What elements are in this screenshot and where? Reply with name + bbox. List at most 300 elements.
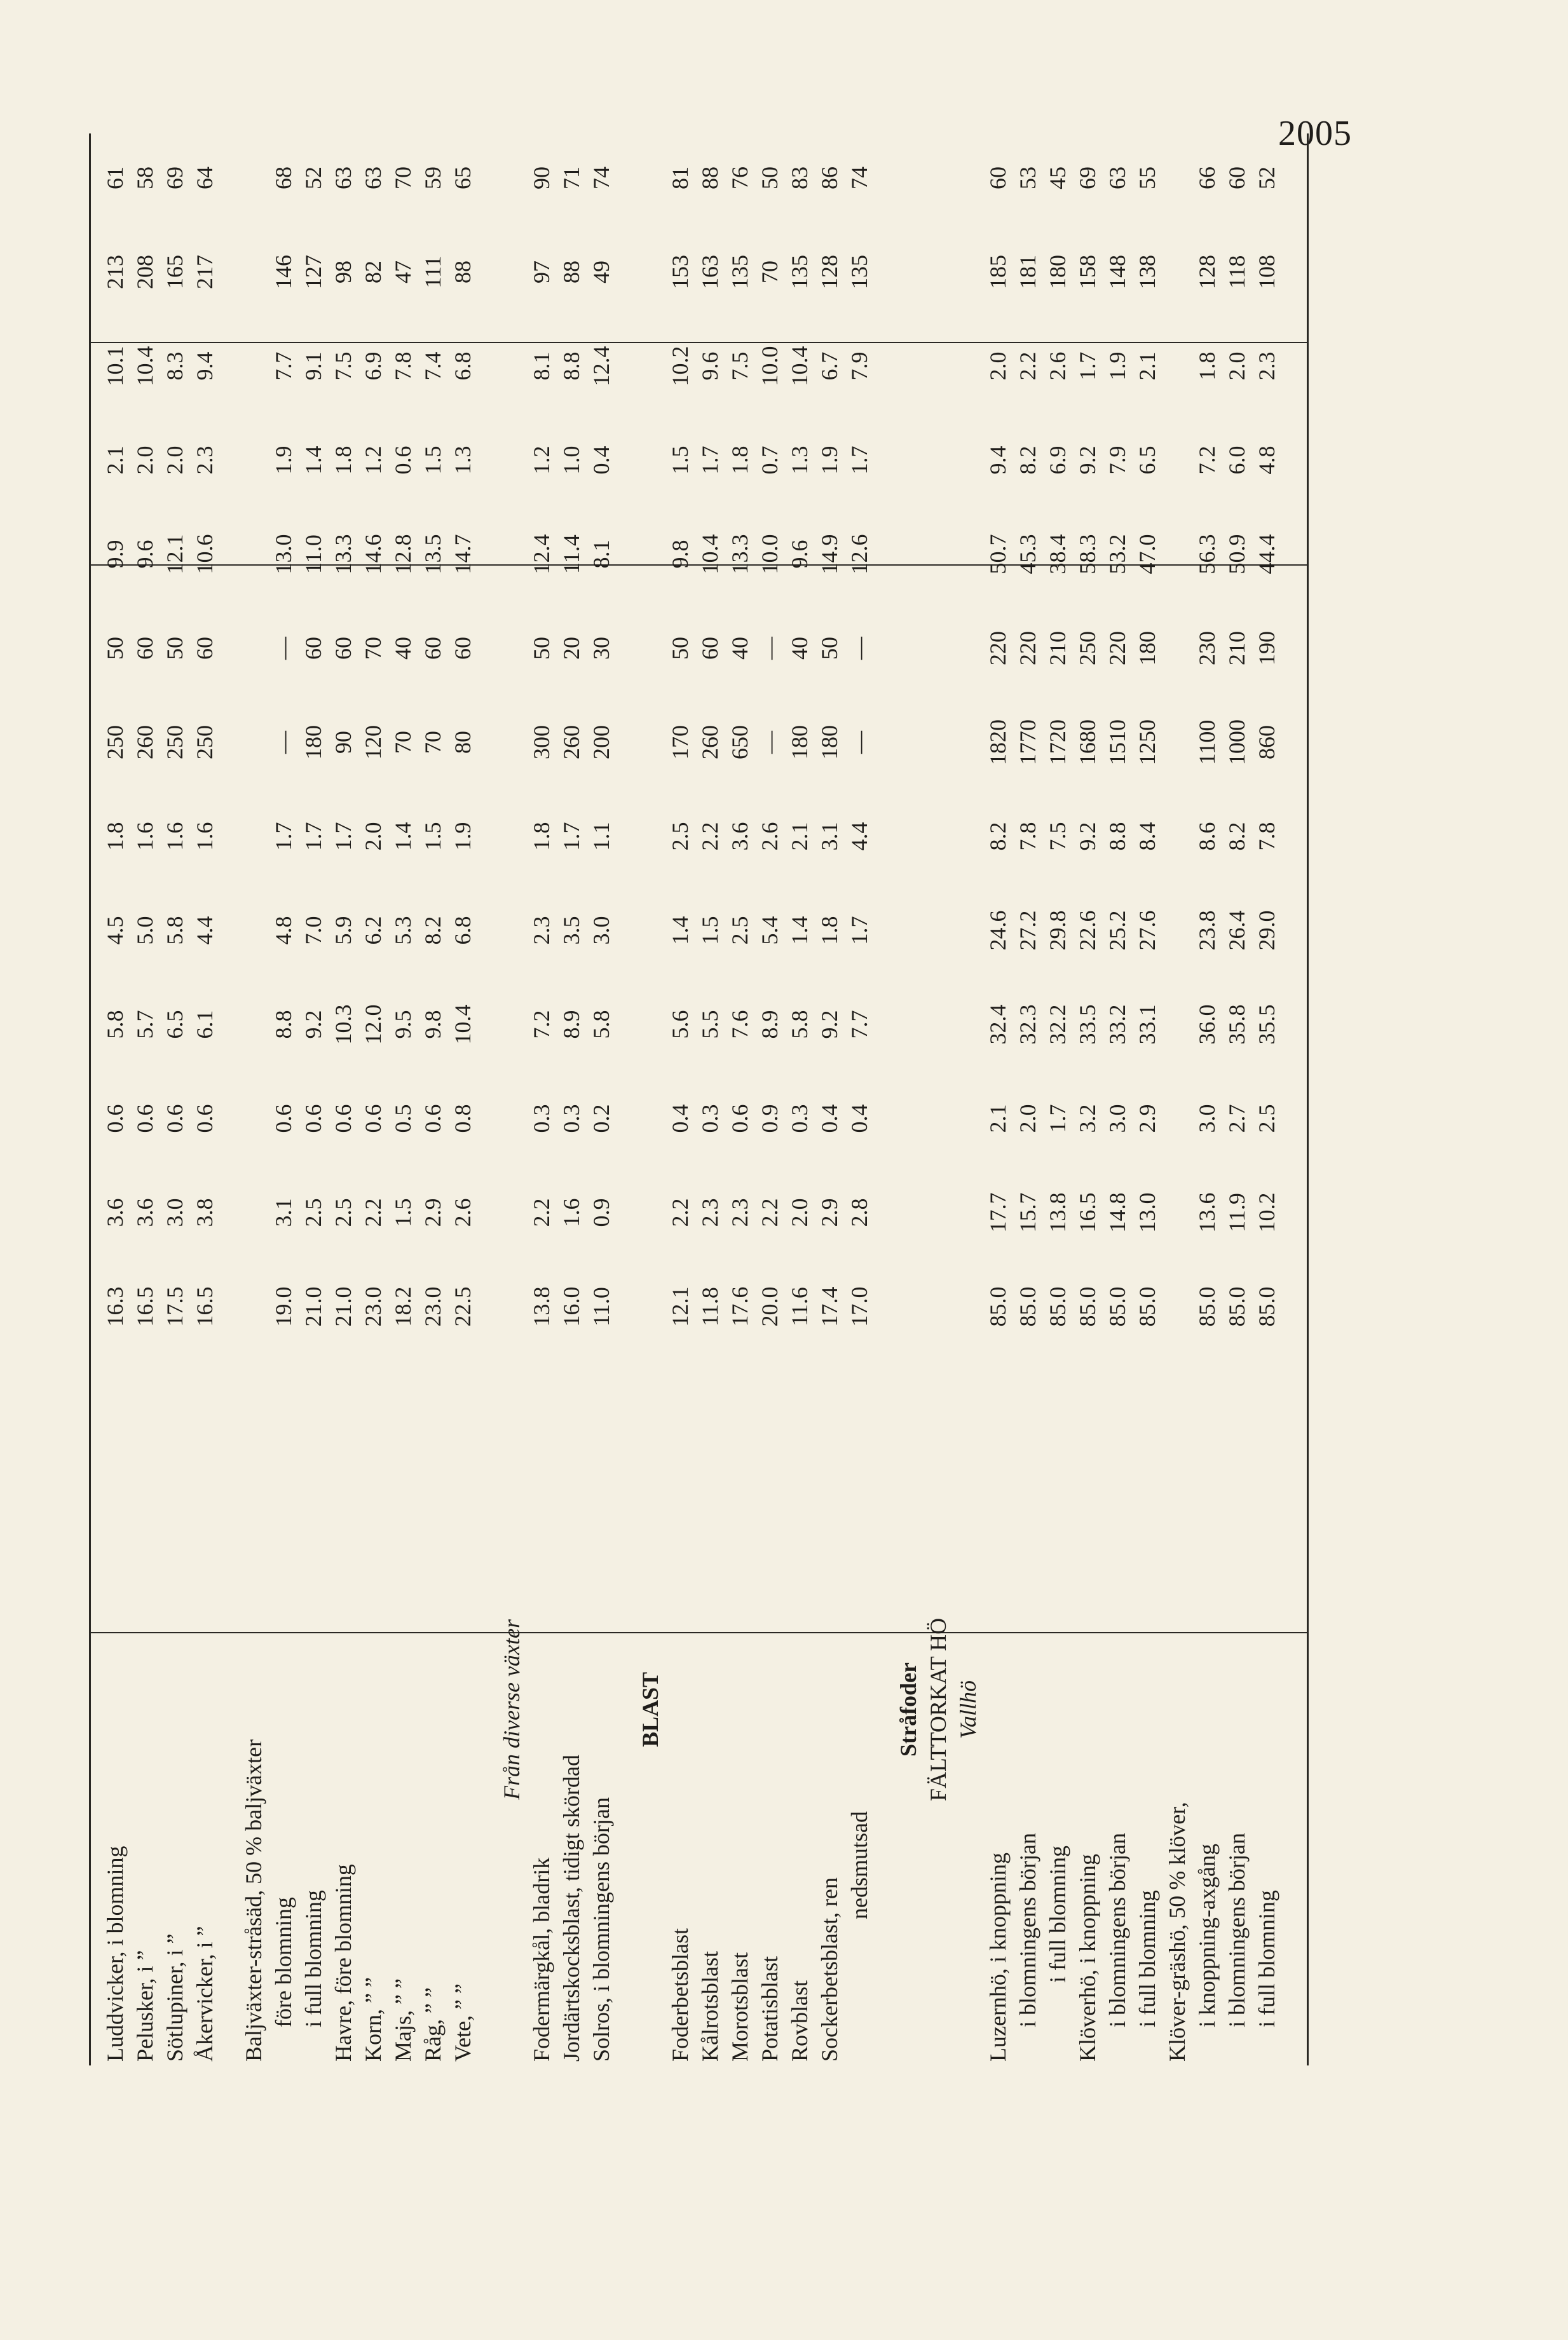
table-cell: 2.2 xyxy=(697,822,723,851)
empty-cell xyxy=(636,789,665,883)
table-cell: 5.8 xyxy=(162,916,187,945)
table-cell: 5.8 xyxy=(589,1010,614,1039)
empty-cell xyxy=(636,977,665,1071)
table-cell: 85.0 xyxy=(1015,1286,1040,1327)
table-cell: 45.3 xyxy=(1015,534,1040,575)
table-cell: 85.0 xyxy=(985,1286,1011,1327)
table-cell: 3.1 xyxy=(817,822,842,851)
row-label: Råg, ” ” xyxy=(420,1987,446,2062)
table-cell: 127 xyxy=(301,255,326,289)
table-cell: 3.6 xyxy=(102,1198,128,1227)
table-cell: 6.1 xyxy=(192,1010,217,1039)
table-cell: 2.3 xyxy=(1254,351,1279,381)
empty-cell xyxy=(497,977,527,1071)
table-cell: 27.6 xyxy=(1135,910,1160,951)
table-cell: 9.5 xyxy=(390,1010,416,1039)
table-cell: 0.4 xyxy=(847,1104,872,1133)
table-cell: 70 xyxy=(360,637,386,660)
table-cell: 1.7 xyxy=(697,446,723,475)
table-cell: 22.5 xyxy=(450,1286,475,1327)
table-cell: 58 xyxy=(132,167,158,189)
table-cell: 26.4 xyxy=(1224,910,1250,951)
table-cell: 1.7 xyxy=(271,822,296,851)
table-cell: 7.8 xyxy=(1254,822,1279,851)
row-label: Solros, i blomningens början xyxy=(589,1797,614,2062)
table-cell: 0.6 xyxy=(727,1104,753,1133)
table-cell: 0.9 xyxy=(757,1104,782,1133)
table-cell: 12.8 xyxy=(390,534,416,575)
table-cell: 1.7 xyxy=(559,822,584,851)
table-cell: 40 xyxy=(390,637,416,660)
table-cell: 118 xyxy=(1224,255,1250,289)
empty-cell xyxy=(497,1260,527,1354)
table-cell: 2.9 xyxy=(420,1198,446,1227)
table-cell xyxy=(1162,507,1192,601)
table-cell: 24.6 xyxy=(985,910,1011,951)
row-label: Morotsblast xyxy=(727,1952,753,2062)
table-cell xyxy=(1162,319,1192,413)
table-cell: 90 xyxy=(529,167,554,189)
table-cell: 50 xyxy=(529,637,554,660)
table-cell xyxy=(1162,977,1192,1071)
table-cell: 165 xyxy=(162,255,187,289)
table-cell: 2.0 xyxy=(1015,1104,1040,1133)
table-cell: 128 xyxy=(817,255,842,289)
empty-cell xyxy=(953,601,983,695)
empty-cell xyxy=(497,225,527,319)
table-cell: 63 xyxy=(360,167,386,189)
table-cell: 2.9 xyxy=(817,1198,842,1227)
table-cell: 47 xyxy=(390,261,416,283)
table-cell: 88 xyxy=(559,261,584,283)
table-cell: 250 xyxy=(102,725,128,759)
table-cell: 153 xyxy=(667,255,693,289)
table-cell: 0.3 xyxy=(529,1104,554,1133)
row-label: Foderbetsblast xyxy=(667,1928,693,2062)
table-cell: 6.7 xyxy=(817,351,842,381)
empty-cell xyxy=(953,1166,983,1260)
table-cell: 1.4 xyxy=(390,822,416,851)
table-cell: 9.6 xyxy=(132,540,158,569)
empty-cell xyxy=(497,789,527,883)
table-cell: 8.2 xyxy=(1015,446,1040,475)
table-cell: 40 xyxy=(727,637,753,660)
table-cell: 6.5 xyxy=(1135,446,1160,475)
table-cell: 12.1 xyxy=(667,1286,693,1327)
empty-cell xyxy=(894,883,924,977)
table-cell xyxy=(239,789,269,883)
row-label: i knoppning-axgång xyxy=(1194,1844,1220,2027)
table-cell: 47.0 xyxy=(1135,534,1160,575)
table-cell: 1820 xyxy=(985,719,1011,765)
empty-cell xyxy=(953,319,983,413)
table-cell: 5.0 xyxy=(132,916,158,945)
table-cell: 9.9 xyxy=(102,540,128,569)
table-cell xyxy=(239,319,269,413)
table-cell: 2.5 xyxy=(331,1198,356,1227)
table-cell: 7.8 xyxy=(1015,822,1040,851)
table-cell: 69 xyxy=(162,167,187,189)
table-cell: 0.6 xyxy=(420,1104,446,1133)
table-cell: 1.7 xyxy=(331,822,356,851)
table-cell: 1.3 xyxy=(450,446,475,475)
table-cell: 1.5 xyxy=(420,822,446,851)
table-cell: 70 xyxy=(390,731,416,754)
empty-cell xyxy=(497,507,527,601)
table-cell: 23.0 xyxy=(360,1286,386,1327)
table-cell: 0.2 xyxy=(589,1104,614,1133)
table-cell: 9.2 xyxy=(1075,822,1100,851)
row-label: Kålrotsblast xyxy=(697,1951,723,2062)
empty-cell xyxy=(894,413,924,507)
table-cell: 9.8 xyxy=(667,540,693,569)
table-cell: 1.6 xyxy=(162,822,187,851)
table-cell: 1.4 xyxy=(667,916,693,945)
table-cell: 11.0 xyxy=(589,1287,614,1326)
table-cell: 213 xyxy=(102,255,128,289)
table-cell: 6.8 xyxy=(450,351,475,381)
table-cell: 65 xyxy=(450,167,475,189)
empty-cell xyxy=(924,507,953,601)
table-cell: 0.7 xyxy=(757,446,782,475)
empty-cell xyxy=(636,225,665,319)
table-cell: 8.2 xyxy=(420,916,446,945)
table-cell: 1.4 xyxy=(301,446,326,475)
table-cell: 60 xyxy=(420,637,446,660)
table-cell: 120 xyxy=(360,725,386,759)
empty-cell xyxy=(497,695,527,789)
table-cell: 220 xyxy=(985,631,1011,665)
table-cell: 21.0 xyxy=(331,1286,356,1327)
table-cell: — xyxy=(271,637,296,660)
table-cell: 16.5 xyxy=(1075,1192,1100,1233)
table-cell xyxy=(239,507,269,601)
table-cell xyxy=(1162,1260,1192,1354)
table-cell: 27.2 xyxy=(1015,910,1040,951)
table-cell: 2.8 xyxy=(847,1198,872,1227)
table-cell: 60 xyxy=(697,637,723,660)
table-cell: 11.8 xyxy=(697,1287,723,1326)
table-top-rule xyxy=(89,133,91,2065)
table-cell: 260 xyxy=(559,725,584,759)
table-cell: 185 xyxy=(985,255,1011,289)
empty-cell xyxy=(497,1166,527,1260)
table-cell: 85.0 xyxy=(1105,1286,1130,1327)
row-label: Luddvicker, i blomning xyxy=(102,1846,128,2062)
section-heading: FÄLTTORKAT HÖ xyxy=(925,1617,951,1802)
table-cell: 44.4 xyxy=(1254,534,1279,575)
table-cell: 220 xyxy=(1015,631,1040,665)
table-cell: 0.8 xyxy=(450,1104,475,1133)
table-cell: 11.6 xyxy=(787,1287,812,1326)
row-label: Sockerbetsblast, ren xyxy=(817,1877,842,2062)
table-cell: 70 xyxy=(420,731,446,754)
rotated-feed-table xyxy=(89,133,1309,2065)
row-label: Vete, ” ” xyxy=(450,1983,475,2062)
table-cell: 8.1 xyxy=(529,351,554,381)
table-cell: 2.0 xyxy=(162,446,187,475)
row-label: nedsmutsad xyxy=(847,1811,872,1919)
table-cell: 2.6 xyxy=(1045,351,1070,381)
table-cell: 7.8 xyxy=(390,351,416,381)
table-cell: 1.3 xyxy=(787,446,812,475)
table-cell: 148 xyxy=(1105,255,1130,289)
table-cell: 1.8 xyxy=(727,446,753,475)
table-bottom-rule xyxy=(1307,133,1309,2065)
table-cell: 158 xyxy=(1075,255,1100,289)
table-cell: 13.8 xyxy=(529,1286,554,1327)
table-cell: 190 xyxy=(1254,631,1279,665)
table-cell xyxy=(239,1166,269,1260)
table-cell: 40 xyxy=(787,637,812,660)
table-cell: 180 xyxy=(1135,631,1160,665)
empty-cell xyxy=(924,413,953,507)
table-cell: 85.0 xyxy=(1075,1286,1100,1327)
table-cell: 12.0 xyxy=(360,1004,386,1045)
table-cell: 50 xyxy=(757,167,782,189)
table-cell: 58.3 xyxy=(1075,534,1100,575)
table-cell: 50 xyxy=(162,637,187,660)
table-cell xyxy=(239,413,269,507)
table-cell: 55 xyxy=(1135,167,1160,189)
table-cell: 13.6 xyxy=(1194,1192,1220,1233)
empty-cell xyxy=(497,601,527,695)
empty-cell xyxy=(924,1260,953,1354)
table-cell: 9.4 xyxy=(985,446,1011,475)
table-cell: 16.5 xyxy=(132,1286,158,1327)
table-cell: 21.0 xyxy=(301,1286,326,1327)
empty-cell xyxy=(894,601,924,695)
row-label: i full blomning xyxy=(301,1890,326,2027)
empty-cell xyxy=(953,977,983,1071)
table-cell: 1.8 xyxy=(1194,351,1220,381)
table-cell: 1.8 xyxy=(817,916,842,945)
table-cell xyxy=(1162,601,1192,695)
table-cell: 35.5 xyxy=(1254,1004,1279,1045)
table-cell: 0.3 xyxy=(559,1104,584,1133)
table-cell: 8.8 xyxy=(1105,822,1130,851)
table-cell: 6.8 xyxy=(450,916,475,945)
table-cell: 0.6 xyxy=(390,446,416,475)
empty-cell xyxy=(894,695,924,789)
row-label: Luzernhö, i knoppning xyxy=(985,1853,1011,2062)
row-label: Baljväxter-stråsäd, 50 % baljväxter xyxy=(241,1739,266,2062)
table-cell: 10.4 xyxy=(132,346,158,386)
table-cell: 17.7 xyxy=(985,1192,1011,1233)
table-cell xyxy=(239,1260,269,1354)
table-cell: 5.6 xyxy=(667,1010,693,1039)
table-cell: 260 xyxy=(132,725,158,759)
empty-cell xyxy=(953,507,983,601)
empty-cell xyxy=(924,601,953,695)
empty-cell xyxy=(924,1166,953,1260)
table-cell: 10.0 xyxy=(757,346,782,386)
table-cell: 5.8 xyxy=(787,1010,812,1039)
table-cell: 33.5 xyxy=(1075,1004,1100,1045)
table-cell: 85.0 xyxy=(1045,1286,1070,1327)
table-cell: 60 xyxy=(450,637,475,660)
table-cell: 60 xyxy=(331,637,356,660)
table-cell: — xyxy=(847,637,872,660)
table-cell: 200 xyxy=(589,725,614,759)
table-cell: 8.8 xyxy=(559,351,584,381)
table-cell xyxy=(1162,789,1192,883)
section-subheading: Vallhö xyxy=(955,1680,981,1739)
table-cell xyxy=(1162,1166,1192,1260)
table-cell: 90 xyxy=(331,731,356,754)
table-cell: 2.0 xyxy=(360,822,386,851)
table-cell: 4.4 xyxy=(847,822,872,851)
table-cell xyxy=(1162,413,1192,507)
empty-cell xyxy=(636,1071,665,1166)
empty-cell xyxy=(636,695,665,789)
empty-cell xyxy=(497,883,527,977)
table-cell: 13.3 xyxy=(331,534,356,575)
table-cell: 9.4 xyxy=(192,351,217,381)
table-cell: 8.9 xyxy=(559,1010,584,1039)
table-cell: 1.6 xyxy=(132,822,158,851)
table-cell: 0.4 xyxy=(589,446,614,475)
table-cell: 0.5 xyxy=(390,1104,416,1133)
table-cell: 1.5 xyxy=(667,446,693,475)
table-cell: 0.4 xyxy=(667,1104,693,1133)
table-cell: 16.0 xyxy=(559,1286,584,1327)
table-cell: 36.0 xyxy=(1194,1004,1220,1045)
empty-cell xyxy=(924,225,953,319)
table-cell: 0.6 xyxy=(271,1104,296,1133)
table-cell: 10.2 xyxy=(667,346,693,386)
row-label: i blomningens början xyxy=(1224,1833,1250,2027)
table-cell: 4.8 xyxy=(1254,446,1279,475)
empty-cell xyxy=(497,131,527,225)
table-cell: 6.0 xyxy=(1224,446,1250,475)
section-heading: BLAST xyxy=(637,1671,663,1748)
table-cell: 7.2 xyxy=(1194,446,1220,475)
table-cell: 7.4 xyxy=(420,351,446,381)
table-cell: 3.0 xyxy=(162,1198,187,1227)
table-cell: 85.0 xyxy=(1135,1286,1160,1327)
empty-cell xyxy=(924,319,953,413)
table-cell: 2.3 xyxy=(529,916,554,945)
table-cell: 1.5 xyxy=(697,916,723,945)
row-label: Pelusker, i ” xyxy=(132,1950,158,2062)
table-cell: 6.9 xyxy=(360,351,386,381)
table-cell: 76 xyxy=(727,167,753,189)
row-spacer xyxy=(478,131,497,2065)
table-cell: 2.0 xyxy=(1224,351,1250,381)
empty-cell xyxy=(636,601,665,695)
table-cell: 138 xyxy=(1135,255,1160,289)
table-cell: 1.6 xyxy=(192,822,217,851)
table-cell: 13.5 xyxy=(420,534,446,575)
empty-cell xyxy=(953,131,983,225)
table-cell: 10.2 xyxy=(1254,1192,1279,1233)
empty-cell xyxy=(894,1071,924,1166)
table-cell: 10.6 xyxy=(192,534,217,575)
table-cell: 11.4 xyxy=(559,534,584,574)
table-cell: 0.6 xyxy=(301,1104,326,1133)
table-cell: 66 xyxy=(1194,167,1220,189)
table-cell: 180 xyxy=(817,725,842,759)
table-cell: 210 xyxy=(1045,631,1070,665)
row-label: Rovblast xyxy=(787,1980,812,2062)
table-cell: 53.2 xyxy=(1105,534,1130,575)
section-heading: Stråfoder xyxy=(896,1663,921,1757)
row-label: Havre, före blomning xyxy=(331,1864,356,2062)
empty-cell xyxy=(894,789,924,883)
table-cell: 7.7 xyxy=(847,1010,872,1039)
table-cell: 2.9 xyxy=(1135,1104,1160,1133)
table-cell: 2.3 xyxy=(697,1198,723,1227)
table-cell: 12.1 xyxy=(162,534,187,575)
table-cell: 1.9 xyxy=(817,446,842,475)
table-cell: 1250 xyxy=(1135,719,1160,765)
table-cell: 2.0 xyxy=(787,1198,812,1227)
table-cell: 10.4 xyxy=(787,346,812,386)
table-cell: 163 xyxy=(697,255,723,289)
table-cell: 0.6 xyxy=(192,1104,217,1133)
table-cell: 2.6 xyxy=(450,1198,475,1227)
empty-cell xyxy=(894,507,924,601)
table-cell: 12.4 xyxy=(589,346,614,386)
table-cell: 85.0 xyxy=(1224,1286,1250,1327)
table-cell: 32.4 xyxy=(985,1004,1011,1045)
table-cell: 3.2 xyxy=(1075,1104,1100,1133)
table-cell: 1000 xyxy=(1224,719,1250,765)
table-cell: 30 xyxy=(589,637,614,660)
table-cell: 16.5 xyxy=(192,1286,217,1327)
table-cell: 2.1 xyxy=(787,822,812,851)
table-cell: 250 xyxy=(192,725,217,759)
table-cell: 1.7 xyxy=(1045,1104,1070,1133)
empty-cell xyxy=(636,507,665,601)
table-cell: 3.0 xyxy=(1105,1104,1130,1133)
table-cell: 7.0 xyxy=(301,916,326,945)
table-cell: 1.9 xyxy=(1105,351,1130,381)
table-cell: 3.0 xyxy=(589,916,614,945)
table-cell: 6.9 xyxy=(1045,446,1070,475)
table-cell: 7.2 xyxy=(529,1010,554,1039)
row-label: i full blomning xyxy=(1045,1846,1070,1983)
row-label: Potatisblast xyxy=(757,1956,782,2062)
empty-cell xyxy=(953,883,983,977)
table-cell: 29.8 xyxy=(1045,910,1070,951)
table-cell: 60 xyxy=(192,637,217,660)
table-cell: 2.1 xyxy=(985,1104,1011,1133)
table-cell xyxy=(239,601,269,695)
table-cell: 10.3 xyxy=(331,1004,356,1045)
table-cell: 13.3 xyxy=(727,534,753,575)
table-cell: 4.8 xyxy=(271,916,296,945)
table-cell: 14.8 xyxy=(1105,1192,1130,1233)
table-cell: 2.3 xyxy=(192,446,217,475)
table-cell: 6.2 xyxy=(360,916,386,945)
table-cell: 1.5 xyxy=(390,1198,416,1227)
row-label: i blomningens början xyxy=(1105,1833,1130,2027)
table-cell: 10.4 xyxy=(697,534,723,575)
table-cell: — xyxy=(757,637,782,660)
table-cell: 82 xyxy=(360,261,386,283)
table-cell: 11.9 xyxy=(1224,1193,1250,1232)
empty-cell xyxy=(953,789,983,883)
empty-cell xyxy=(497,1071,527,1166)
table-cell: 17.5 xyxy=(162,1286,187,1327)
table-cell xyxy=(1162,883,1192,977)
table-cell: 2.2 xyxy=(667,1198,693,1227)
table-cell: 9.6 xyxy=(787,540,812,569)
table-cell: 7.5 xyxy=(1045,822,1070,851)
table-cell: 0.6 xyxy=(162,1104,187,1133)
